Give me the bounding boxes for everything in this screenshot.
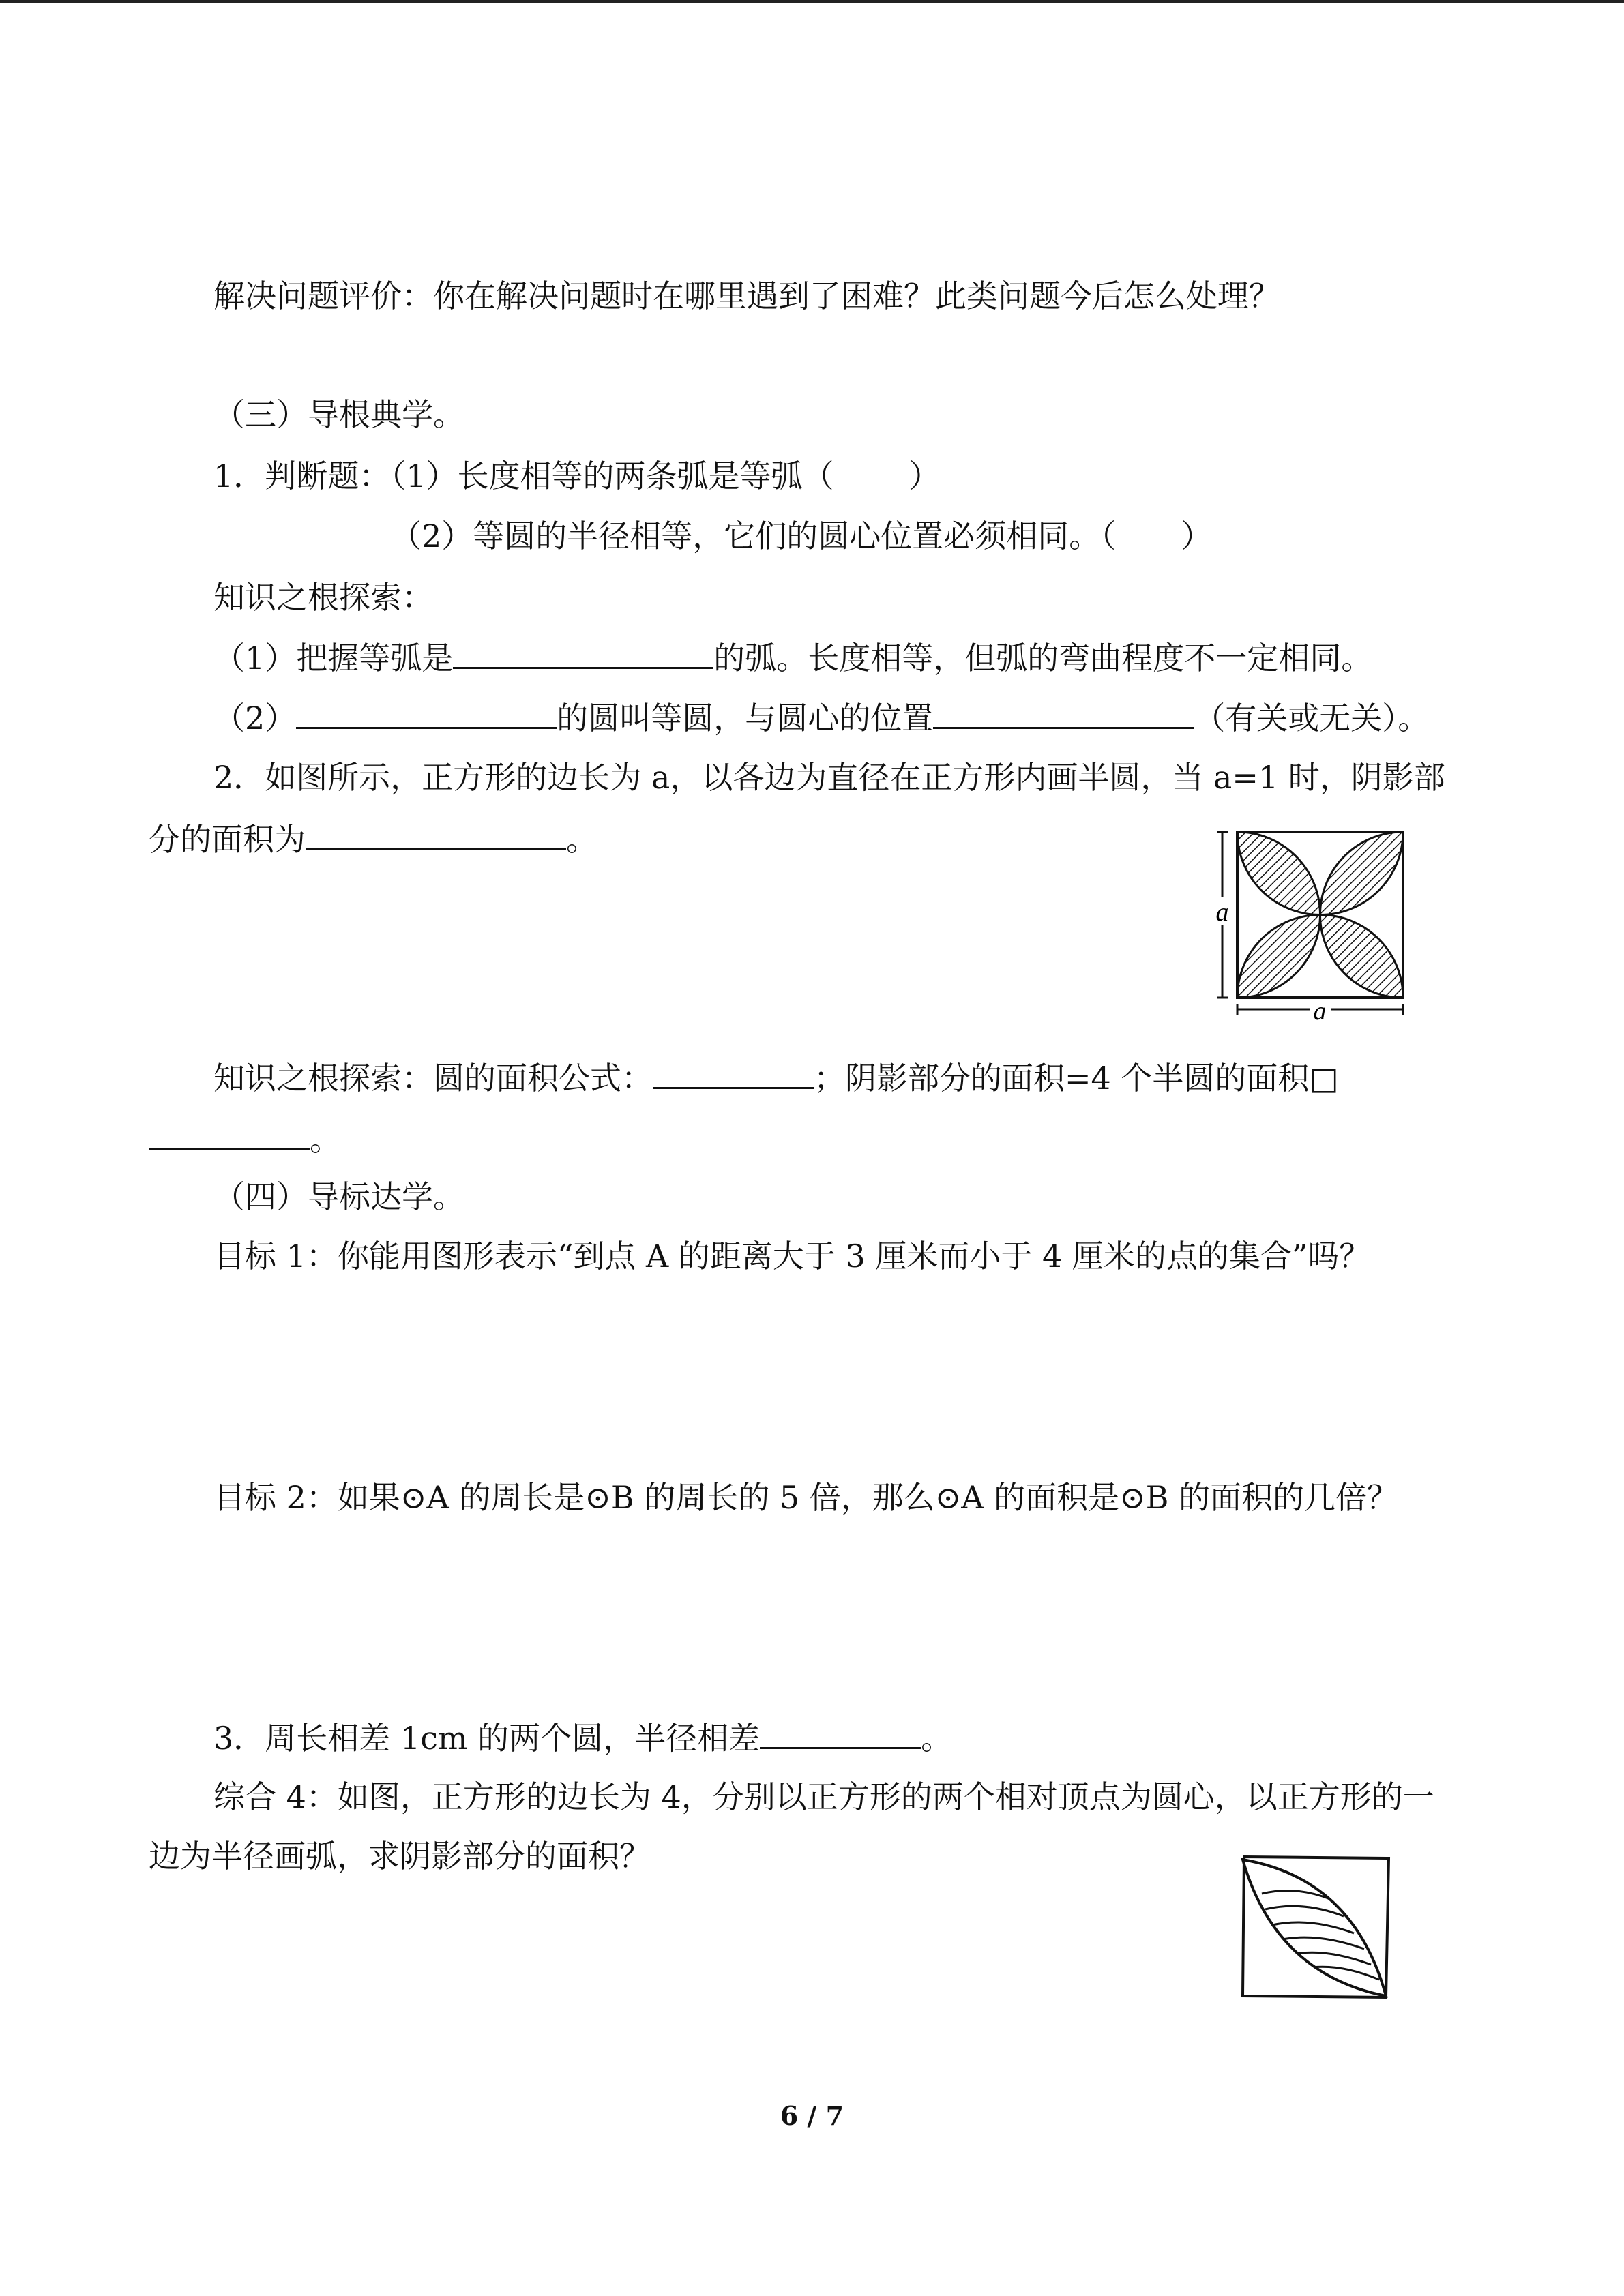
section-4-heading: （四）导标达学。	[213, 1178, 464, 1215]
q1-part1-close: ）	[909, 458, 941, 494]
question-3	[213, 1717, 952, 1759]
k2-mid: 的圆叫等圆，与圆心的位置	[557, 700, 934, 736]
fill-blank[interactable]	[453, 637, 713, 669]
page-number: 6 / 7	[780, 2100, 844, 2131]
comprehensive-4-line-2: 边为半径画弧，求阴影部分的面积？	[149, 1838, 651, 1875]
knowledge-2-line	[213, 1057, 1339, 1099]
q2-suffix: 。	[566, 821, 597, 858]
q3-suffix: 。	[921, 1720, 953, 1757]
q1-part2-close: ）	[1181, 518, 1213, 554]
knowledge-item-2	[213, 697, 1429, 739]
evaluation-text: 解决问题评价：你在解决问题时在哪里遇到了困难？此类问题今后怎么处理？	[213, 278, 1280, 314]
question-1-part-1	[213, 456, 941, 496]
question-2-line-2	[149, 818, 597, 860]
k2-prefix: （2）	[213, 700, 297, 736]
knowledge-item-1	[213, 637, 1372, 679]
fill-blank[interactable]	[760, 1717, 921, 1749]
q2-prefix: 分的面积为	[149, 821, 306, 858]
fill-blank[interactable]	[306, 818, 566, 850]
q1-part1-text: 1．判断题：（1）长度相等的两条弧是等弧（	[213, 458, 834, 494]
goal-2: 目标 2：如果⊙A 的周长是⊙B 的周长的 5 倍，那么⊙A 的面积是⊙B 的面积的几倍？	[213, 1479, 1399, 1516]
section-3-heading: （三）导根典学。	[213, 396, 464, 433]
q1-part2-text: （2）等圆的半径相等，它们的圆心位置必须相同。（	[390, 518, 1117, 554]
fill-blank[interactable]	[933, 697, 1194, 729]
knowledge-2-continuation	[149, 1118, 341, 1160]
knowledge2-prefix: 知识之根探索：圆的面积公式：	[213, 1060, 653, 1097]
k2-suffix: （有关或无关）。	[1194, 700, 1430, 736]
leaf-shaded-figure	[1235, 1851, 1398, 2003]
comprehensive-4-line-1: 综合 4：如图，正方形的边长为 4，分别以正方形的两个相对顶点为圆心，以正方形的一	[213, 1778, 1434, 1815]
knowledge-heading-1: 知识之根探索：	[213, 579, 433, 616]
goal-1: 目标 1：你能用图形表示“到点 A 的距离大于 3 厘米而小于 4 厘米的点的集合”吗？	[213, 1238, 1371, 1274]
fill-blank[interactable]	[149, 1118, 310, 1150]
fill-blank[interactable]	[653, 1057, 814, 1089]
k1-prefix: （1）把握等弧是	[213, 640, 454, 676]
side-label: a	[1215, 898, 1229, 927]
knowledge2-end: 。	[310, 1121, 341, 1158]
top-border	[0, 0, 1624, 3]
q3-prefix: 3．周长相差 1cm 的两个圆，半径相差	[213, 1720, 761, 1757]
fill-blank[interactable]	[296, 697, 557, 729]
question-1-part-2	[390, 516, 1212, 556]
k1-suffix: 的弧。长度相等，但弧的弯曲程度不一定相同。	[713, 640, 1373, 676]
knowledge2-mid: ；阴影部分的面积=4 个半圆的面积□	[814, 1060, 1339, 1097]
four-petal-figure	[1209, 825, 1413, 1023]
bottom-label: a	[1313, 997, 1327, 1023]
question-2-line-1: 2．如图所示，正方形的边长为 a，以各边为直径在正方形内画半圆，当 a=1 时，阴影部	[213, 759, 1445, 796]
